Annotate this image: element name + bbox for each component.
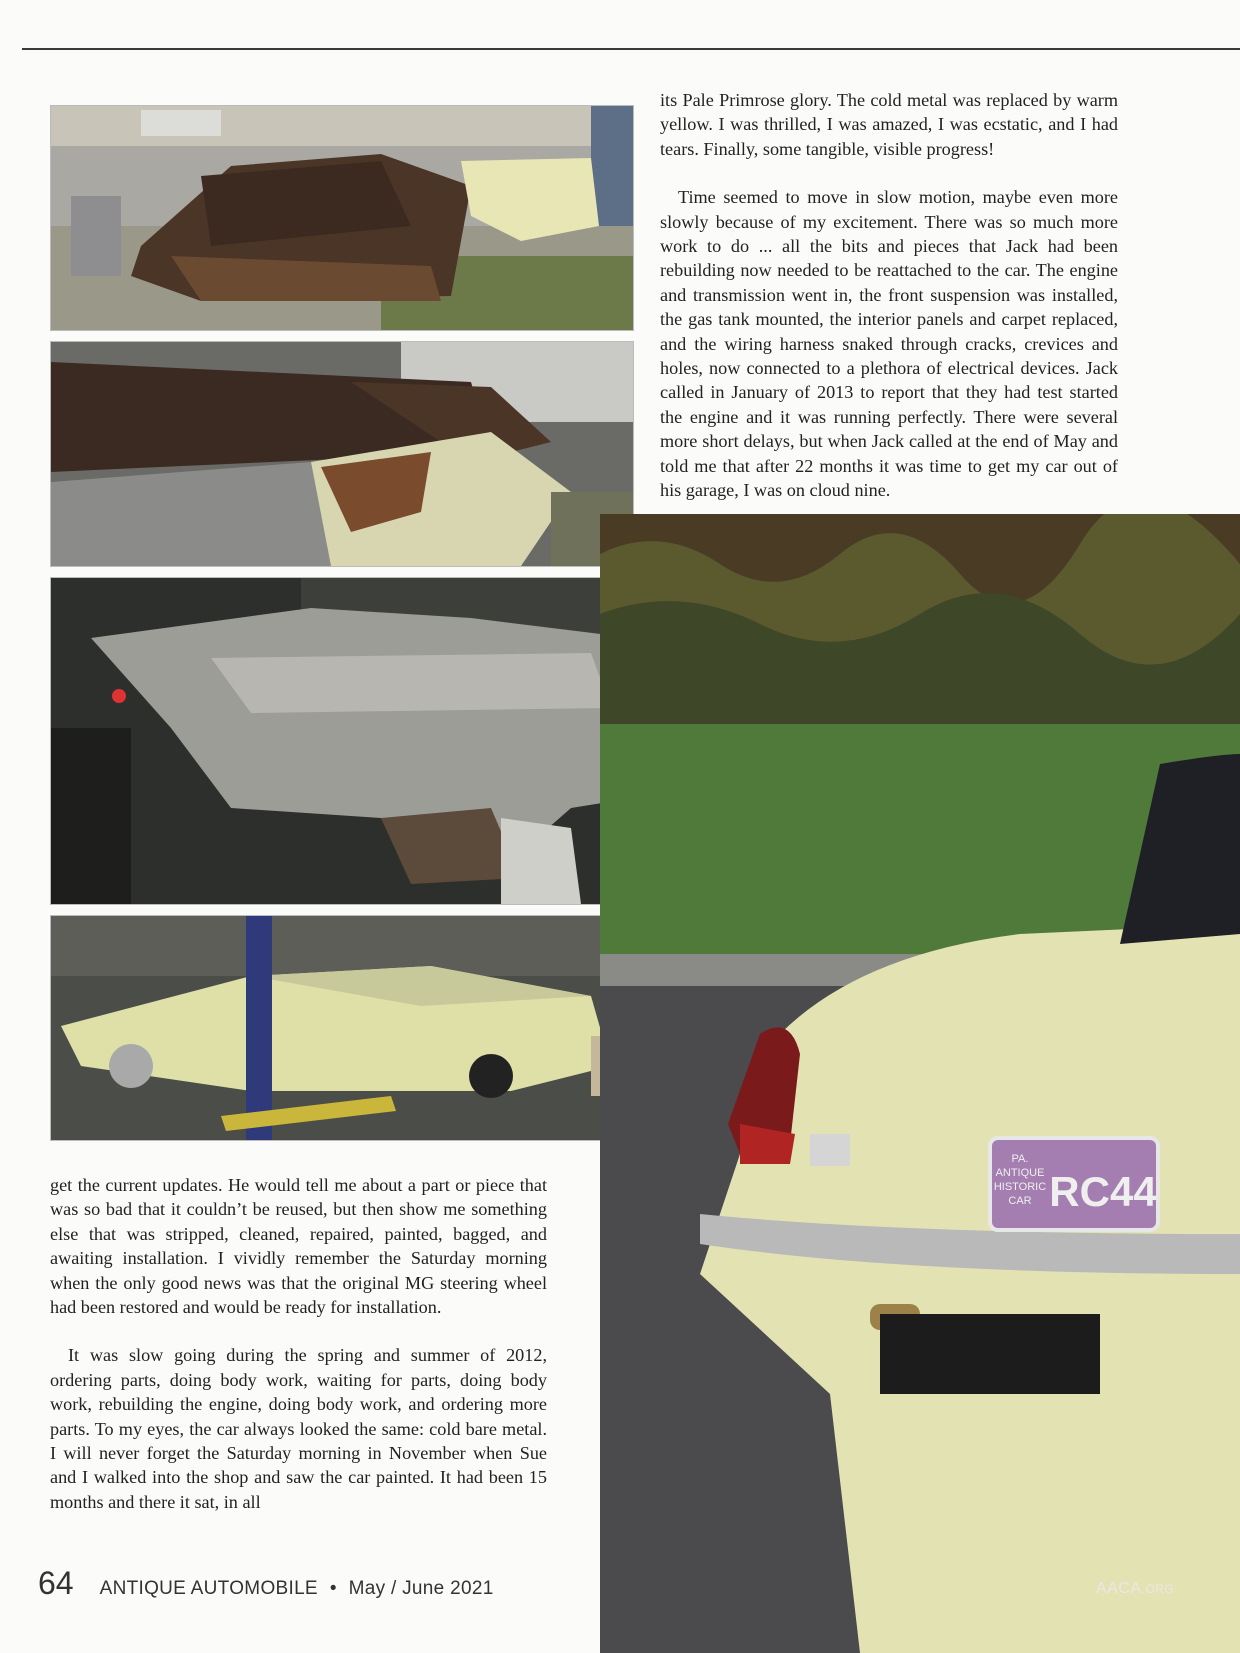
site-url[interactable]	[1096, 1580, 1174, 1598]
paragraph-primrose: its Pale Primrose glory. The cold metal was replaced by warm yellow. I was thrilled, I was amazed, I was ecstatic, and I had tears. Finally, some tangible, visible progress!	[660, 90, 1118, 159]
paragraph-slow-motion: Time seemed to move in slow motion, maybe even more slowly because of my excitement. There was so much more work to do ... all the bits and pieces that Jack had been rebuilding now needed to be reattached to the car. The engine and transmission went in, the front suspension was installed, the gas tank mounted, the interior panels and carpet replaced, and the wiring harness snaked through cracks, crevices and holes, now connected to a plethora of electrical devices. Jack called in January of 2013 to report that they had test started the engine and it was running perfectly. There were several more short delays, but when Jack called at the end of May and told me that after 22 months it was time to get my car out of his garage, I was on cloud nine.	[660, 187, 1118, 501]
text-column-right	[660, 88, 1118, 527]
paragraph-slow-going: It was slow going during the spring and summer of 2012, ordering parts, doing body work, waiting for parts, doing body work, rebuilding the engine, doing body work, and ordering more parts. To my eyes, the car always looked the same: cold bare metal. I will never forget the Saturday morning in November when Sue and I walked into the shop and saw the car painted. It had been 15 months and there it sat, in all	[50, 1345, 547, 1512]
publication-name: ANTIQUE AUTOMOBILE	[99, 1578, 318, 1599]
top-rule	[22, 48, 1240, 50]
page-number: 64	[38, 1565, 74, 1601]
plate-historic-text: HISTORIC	[993, 1181, 1047, 1193]
text-column-left	[50, 1173, 547, 1538]
paragraph-updates: get the current updates. He would tell me about a part or piece that was so bad that it couldn’t be reused, but then show me something else that was stripped, cleaned, repaired, painted, bagged, and awaiting installation. I vividly remember the Saturday morning when the only good news was that the original MG steering wheel had been restored and would be ready for installation.	[50, 1175, 547, 1318]
site-main: AACA	[1096, 1580, 1142, 1597]
issue-date: May / June 2021	[348, 1578, 494, 1599]
photo-restored-car-rear	[600, 514, 1240, 1653]
plate-car-text: CAR	[1008, 1195, 1032, 1207]
photo-rusted-shell-outdoors	[50, 105, 634, 331]
footer-bullet: •	[329, 1578, 337, 1599]
page-footer	[38, 1565, 494, 1602]
plate-state-text: PA.	[1011, 1153, 1029, 1165]
photo-rusted-sill-closeup	[50, 341, 634, 567]
site-tld: .ORG	[1141, 1582, 1175, 1596]
photo-painted-body-on-lift	[50, 915, 634, 1141]
photo-bare-metal-body	[50, 577, 634, 905]
plate-number-text: RC44	[1049, 1168, 1157, 1215]
plate-antique-text: ANTIQUE	[995, 1167, 1045, 1179]
